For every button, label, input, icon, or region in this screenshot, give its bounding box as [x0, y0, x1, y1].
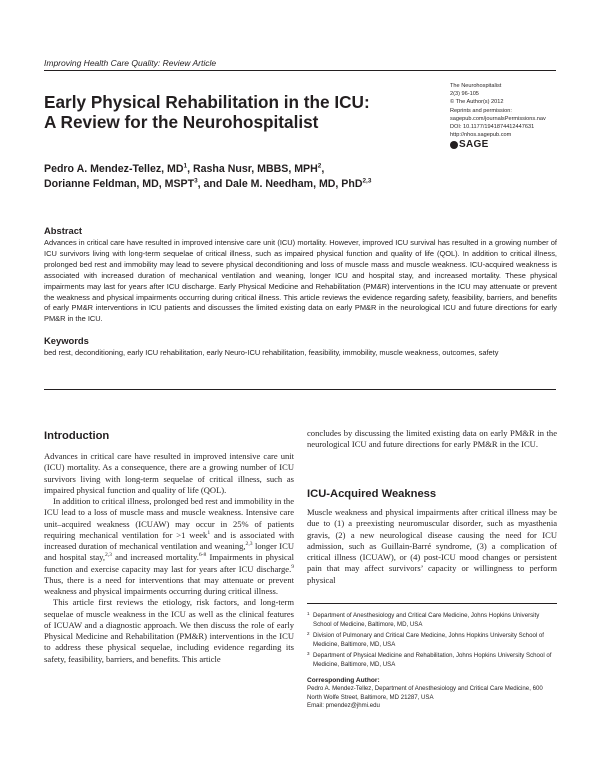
corresponding-author-address: Pedro A. Mendez-Tellez, Department of Anesthesiology and Critical Care Medicine, 600 North Wolfe Street, Baltimore, MD 21287, USA: [307, 685, 543, 701]
abstract-divider: [44, 389, 556, 390]
footnotes: [307, 612, 559, 711]
intro-paragraph-1: Advances in critical care have resulted in improved intensive care unit (ICU) mortality. As a consequence, there are a growing number of ICU survivors living with long-term sequelae of critical illness, such as impaired physical function and quality of life (QOL).: [44, 451, 294, 495]
author-list: [44, 162, 464, 192]
reprints-label: Reprints and permission:: [450, 107, 512, 114]
author-affiliation: 2: [317, 162, 322, 170]
journal-volume: 2(3) 96-105: [450, 91, 479, 98]
author-separator: , and: [197, 178, 223, 190]
header-rule: [44, 70, 556, 71]
body-column-left: [44, 430, 294, 665]
sage-logo-icon: [450, 141, 458, 149]
footnote: 2 Division of Pulmonary and Critical Care Medicine, Johns Hopkins University School of Medicine, Baltimore, MD, USA: [307, 631, 544, 648]
keywords-heading: Keywords: [44, 335, 89, 346]
body-column-right: [307, 428, 557, 451]
author-affiliation: 3: [194, 177, 198, 185]
footnote-divider: [307, 603, 557, 604]
author-name[interactable]: Pedro A. Mendez-Tellez, MD: [44, 163, 184, 175]
footnote: 1 Department of Anesthesiology and Critical Care Medicine, Johns Hopkins University School of Medicine, Baltimore, MD, USA: [307, 611, 540, 628]
author-separator: ,: [187, 163, 191, 175]
publisher-logo: [450, 139, 560, 151]
author-name[interactable]: Dale M. Needham, MD, PhD: [225, 178, 363, 190]
corresponding-author-heading: Corresponding Author:: [307, 677, 380, 684]
abstract-heading: Abstract: [44, 225, 83, 236]
author-name[interactable]: Rasha Nusr, MBBS, MPH: [192, 163, 318, 175]
footnote: 3 Department of Physical Medicine and Rehabilitation, Johns Hopkins University School of Medicine, Baltimore, MD, USA: [307, 651, 552, 668]
corresponding-author-email[interactable]: Email: pmendez@jhmi.edu: [307, 702, 380, 709]
title-line-2: A Review for the Neurohospitalist: [44, 112, 319, 132]
publisher-name: SAGE: [459, 139, 489, 151]
citation[interactable]: 2,3: [245, 541, 253, 548]
author-affiliation: 1: [183, 162, 188, 170]
icuaw-heading: ICU-Acquired Weakness: [307, 488, 437, 500]
doi[interactable]: DOI: 10.1177/1941874412447631: [450, 124, 535, 131]
icuaw-section: [307, 507, 557, 586]
author-affiliation: 2,3: [362, 177, 372, 185]
citation[interactable]: 9: [291, 563, 294, 570]
intro-paragraph-2: In addition to critical illness, prolonged bed rest and immobility in the ICU lead to a loss of muscle mass and muscle weakness. Intensive care unit–acquired weakness (ICUAW) may occur in 25% of patients requiring mechanical ventilation for >1 week$^1$ and is associated with increased duration of mechanical ventilation and weaning,$^{2,3}$ longer ICU and hospital stay,$^{2,3}$ and increased mortality.$^{6-8}$ Impairments in physical function and exercise capacity may last for years after ICU discharge.$^9$ Thus, there is a need for interventions that may attenuate or prevent weakness and physical impairments occurring during critical illness.: [44, 496, 295, 596]
abstract-text: Advances in critical care have resulted in improved intensive care unit (ICU) mortality. However, improved ICU survival has resulted in a growing number of ICU survivors living with long-term sequelae of critical illness, such as impaired physical function and quality of life (QOL). In addition to critical illness, prolonged bed rest and immobility may lead to severe physical deconditioning and loss of muscle mass and muscle weakness. ICU-acquired weakness is associated with increased duration of mechanical ventilation and weaning, longer ICU and hospital stay, and increased mortality. These physical impairments may last for years after ICU discharge. Early Physical Medicine and Rehabilitation (PM&R) interventions in the ICU may attenuate or prevent the weakness and physical impairments occurring during critical illness. This article reviews the evidence regarding safety, feasibility, barriers, and benefits of early PM&R interventions in ICU patients and discusses the limited existing data on early PM&R in the neurological ICU and future directions for early PM&R in the ICU.: [44, 238, 557, 324]
citation[interactable]: 6-8: [198, 552, 207, 559]
intro-paragraph-3: This article first reviews the etiology, risk factors, and long-term sequelae of muscle weakness in the ICU as well as the clinical features of ICUAW and a diagnostic approach. We then discuss the role of early Physical Medicine and Rehabilitation (PM&R) interventions in the ICU to address these physical sequelae, including evidence regarding its safety, feasibility, barriers, and benefits. This article: [44, 597, 294, 664]
journal-url[interactable]: http://nhos.sagepub.com: [450, 132, 512, 139]
copyright: © The Author(s) 2012: [450, 99, 504, 106]
author-separator: ,: [321, 163, 325, 175]
intro-continuation: concludes by discussing the limited existing data on early PM&R in the neurological ICU and future directions for early PM&R in the ICU.: [307, 428, 557, 450]
article-title: [44, 92, 439, 132]
introduction-heading: Introduction: [44, 430, 110, 442]
author-name[interactable]: Dorianne Feldman, MD, MSPT: [44, 178, 195, 190]
permissions-link[interactable]: sagepub.com/journalsPermissions.nav: [450, 115, 546, 122]
journal-info: [450, 82, 560, 151]
icuaw-paragraph-1: Muscle weakness and physical impairments after critical illness may be due to (1) a preexisting neuromuscular disorder, such as myasthenia gravis, (2) a new neurological disease causing the need for ICU admission, such as Guillain-Barré syndrome, (3) a complication of critical illness (ICUAW), or (4) post-ICU mood changes or persistent pain that may affect survivors’ capacity or willingness to perform physical: [307, 507, 557, 585]
keywords-text: bed rest, deconditioning, early ICU rehabilitation, early Neuro-ICU rehabilitation, feasibility, immobility, muscle weakness, outcomes, safety: [44, 348, 499, 357]
citation[interactable]: 1: [207, 529, 211, 536]
running-head: Improving Health Care Quality: Review Article: [44, 58, 217, 68]
title-line-1: Early Physical Rehabilitation in the ICU:: [44, 92, 370, 112]
journal-name: The Neurohospitalist: [450, 83, 502, 89]
citation[interactable]: 2,3: [104, 552, 112, 559]
